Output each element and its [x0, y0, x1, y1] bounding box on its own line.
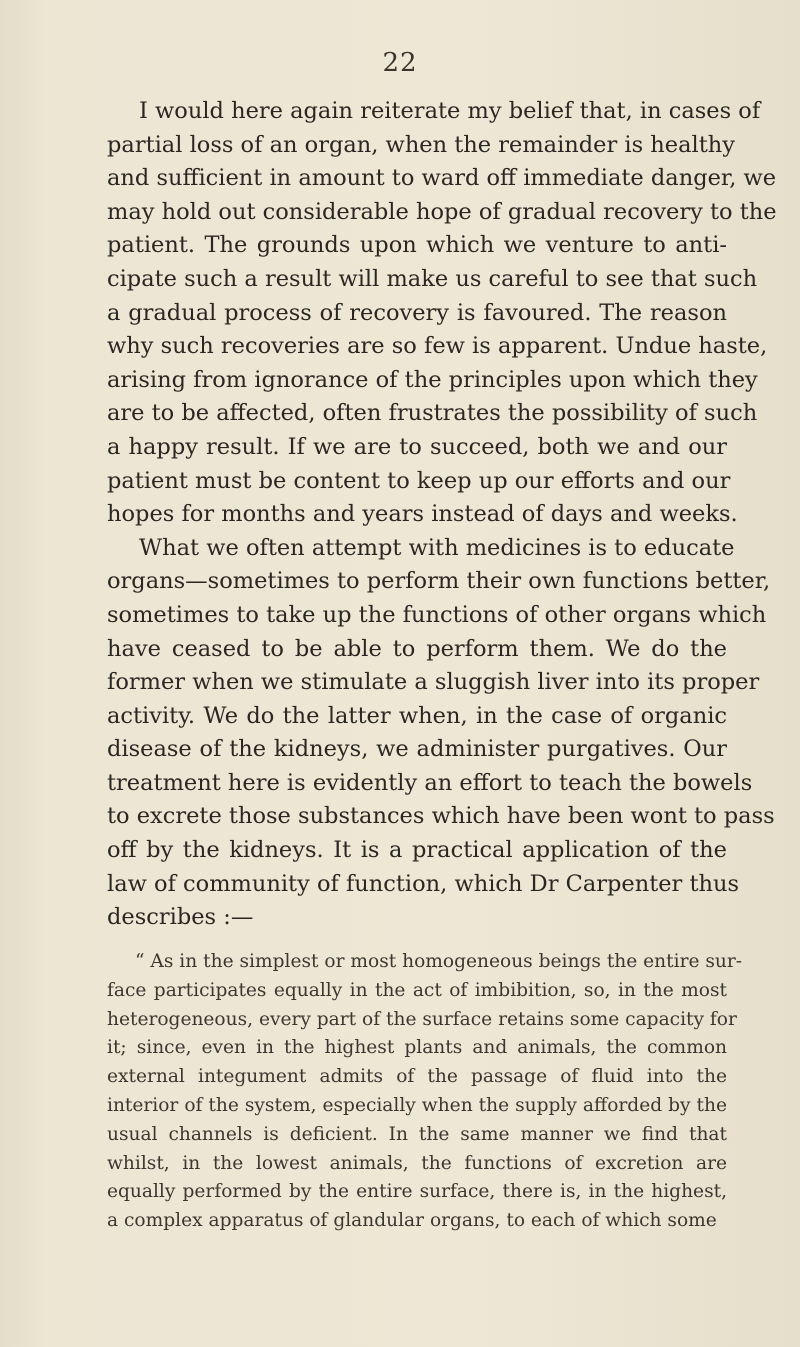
text-line: describes :— [107, 904, 254, 931]
text-line: are to be affected, often frustrates the possibility of such [107, 400, 758, 427]
quote-line: whilst, in the lowest animals, the functions of excretion are [107, 1152, 727, 1174]
text-line: why such recoveries are so few is apparent. Undue haste, [107, 333, 768, 360]
text-line: organs—sometimes to perform their own functions better, [107, 568, 771, 595]
text-line: and sufficient in amount to ward off immediate danger, we [107, 165, 777, 192]
quote-line: interior of the system, especially when the supply afforded by the [107, 1094, 727, 1116]
text-line: a happy result. If we are to succeed, both we and our [107, 433, 727, 460]
text-line: partial loss of an organ, when the remainder is healthy [107, 131, 735, 158]
text-line: to excrete those substances which have been wont to pass [107, 803, 775, 830]
quote-line: heterogeneous, every part of the surface retains some capacity for [107, 1008, 737, 1030]
text-line: hopes for months and years instead of days and weeks. [107, 501, 738, 528]
text-line: law of community of function, which Dr Carpenter thus [107, 870, 740, 897]
text-line: may hold out considerable hope of gradual recovery to the [107, 198, 777, 225]
text-line: a gradual process of recovery is favoured. The reason [107, 299, 727, 326]
text-line: off by the kidneys. It is a practical application of the [107, 837, 727, 864]
text-line: patient. The grounds upon which we venture to anti- [107, 232, 727, 259]
text-line: What we often attempt with medicines is to educate [139, 534, 735, 561]
text-line: I would here again reiterate my belief that, in cases of [139, 98, 761, 124]
page-number: 22 [382, 48, 418, 78]
quote-line: a complex apparatus of glandular organs, to each of which some [107, 1210, 717, 1232]
text-line: treatment here is evidently an effort to teach the bowels [107, 769, 753, 796]
text-line: former when we stimulate a sluggish liver into its proper [107, 669, 760, 696]
quote-line: usual channels is deficient. In the same manner we find that [107, 1123, 727, 1145]
text-line: have ceased to be able to perform them. We do the [107, 635, 727, 662]
body-text [107, 95, 777, 935]
text-line: sometimes to take up the functions of other organs which [107, 601, 767, 628]
text-line: disease of the kidneys, we administer purgatives. Our [107, 736, 727, 763]
quote-line: external integument admits of the passage of fluid into the [107, 1066, 727, 1088]
text-line: patient must be content to keep up our efforts and our [107, 467, 731, 494]
text-line: activity. We do the latter when, in the case of organic [107, 702, 727, 729]
quote-line: equally performed by the entire surface, there is, in the highest, [107, 1181, 727, 1203]
block-quote [107, 948, 743, 1236]
text-line: arising from ignorance of the principles upon which they [107, 366, 758, 393]
text-line: cipate such a result will make us careful to see that such [107, 265, 758, 292]
quote-line: “ As in the simplest or most homogeneous beings the entire sur- [135, 951, 743, 972]
quote-line: face participates equally in the act of imbibition, so, in the most [107, 979, 727, 1001]
quote-line: it; since, even in the highest plants and animals, the common [107, 1037, 727, 1059]
